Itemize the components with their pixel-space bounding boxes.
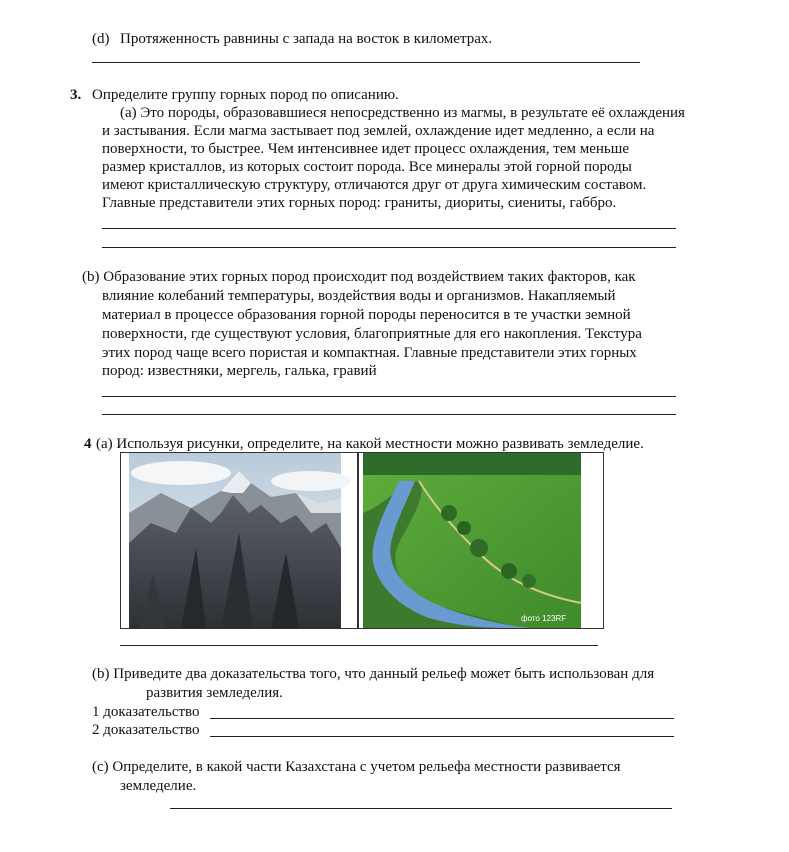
river-valley-illustration (359, 453, 603, 628)
q3a-line: Главные представители этих горных пород: граниты, диориты, сиениты, габбро. (102, 195, 617, 211)
proof-1-label: 1 доказательство (92, 704, 200, 720)
answer-line-q3a-2 (102, 247, 676, 248)
q3b-line: пород: известняки, мергель, галька, гравий (102, 363, 377, 379)
q3-number: 3. (70, 87, 82, 103)
q3a-line: и застывания. Если магма застывает под землей, охлаждение идет медленно, а если на (102, 123, 655, 139)
answer-line-q3a-1 (102, 228, 676, 229)
q4a-text: (a) Используя рисунки, определите, на какой местности можно развивать земледелие. (96, 436, 644, 452)
mountain-illustration (121, 453, 357, 628)
answer-line-q2d (92, 62, 640, 63)
q3b-line: этих пород чаще всего пористая и компактная. Главные представители этих горных (102, 345, 637, 361)
proof-2-field (210, 736, 674, 737)
q3b-line: влияние колебаний температуры, воздействия воды и организмов. Накапляемый (102, 288, 616, 304)
q4b-line1: (b) Приведите два доказательства того, что данный рельеф может быть использован для (92, 666, 655, 682)
q4b-line2: развития земледелия. (146, 685, 283, 701)
q3a-line: имеют кристаллическую структуру, отличаются друг от друга химическим составом. (102, 177, 647, 193)
answer-line-q4a (120, 645, 598, 646)
mountain-photo (120, 452, 358, 629)
proof-2-label: 2 доказательство (92, 722, 200, 738)
q3-title: Определите группу горных пород по описанию. (92, 87, 399, 103)
q2d-label: (d) (92, 31, 110, 47)
q4-number: 4 (84, 436, 92, 452)
q3a-line: поверхности, то быстрее. Чем интенсивнее идет процесс охлаждения, тем меньше (102, 141, 629, 157)
q3b-line: (b) Образование этих горных пород происходит под воздействием таких факторов, как (82, 269, 636, 285)
answer-line-q4c (170, 808, 672, 809)
q3a-line: (a) Это породы, образовавшиеся непосредственно из магмы, в результате её охлаждения (120, 105, 685, 121)
answer-line-q3b-1 (102, 396, 676, 397)
q3b-line: поверхности, где существуют условия, благоприятные для его накопления. Текстура (102, 326, 642, 342)
river-valley-photo (358, 452, 604, 629)
q3a-line: размер кристаллов, из которых состоит порода. Все минералы этой горной породы (102, 159, 632, 175)
q3b-line: материал в процессе образования горной породы переносится в те участки земной (102, 307, 631, 323)
q4c-line1: (c) Определите, в какой части Казахстана с учетом рельефа местности развивается (92, 759, 621, 775)
answer-line-q3b-2 (102, 414, 676, 415)
q2d-text: Протяженность равнины с запада на восток в километрах. (120, 31, 493, 47)
proof-1-field (210, 718, 674, 719)
photo-watermark: фото 123RF (521, 614, 567, 623)
q4c-line2: земледелие. (120, 778, 197, 794)
